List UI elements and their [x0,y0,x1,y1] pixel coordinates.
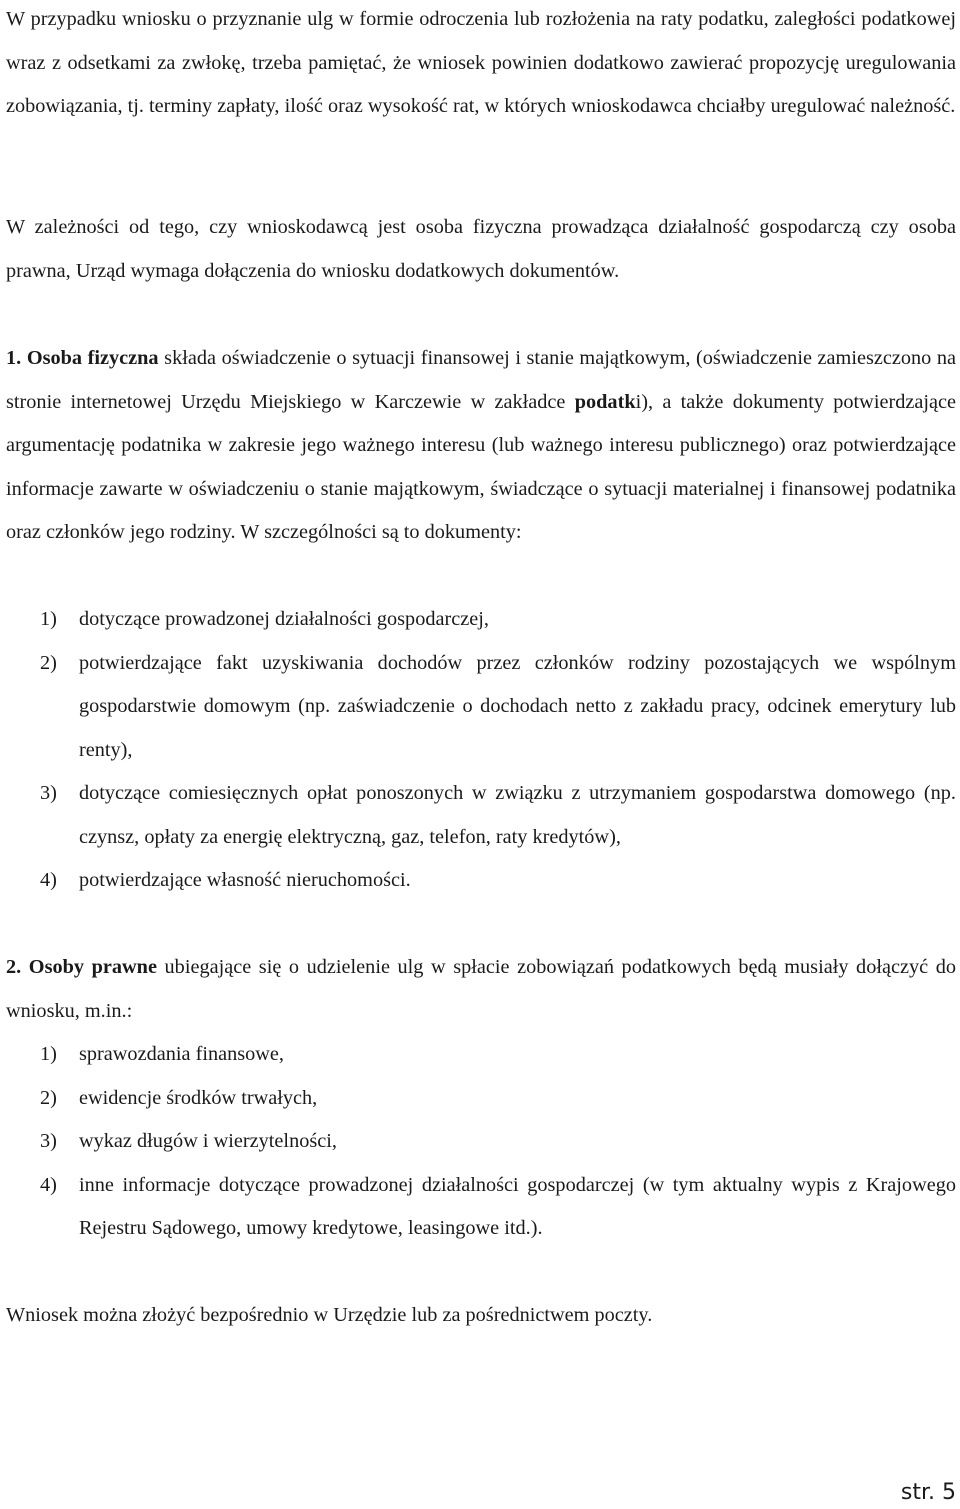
paragraph-applicant-type: W zależności od tego, czy wnioskodawcą jest osoba fizyczna prowadząca działalność gospodarczą czy osoba prawna, Urząd wymaga dołączenia do wniosku dodatkowych dokumentów. [6,216,956,282]
list-item: 1) sprawozdania finansowe, [40,1043,284,1065]
legal-persons-heading: Osoby prawne [28,956,157,978]
paragraph-natural-person [6,337,956,555]
list-item: 4) potwierdzające własność nieruchomości. [40,869,411,891]
tax-tab-name: podatk [574,390,636,413]
natural-person-text-2: i), a także dokumenty potwierdzające argumentację podatnika w zakresie jego ważnego interesu (lub ważnego interesu publicznego) oraz potwierdzające informacje zawarte w oświadczeniu o stanie majątkowym, świadczące o sytuacji materialnej i finansowej podatnika oraz członków jego rodziny. W szczególności są to dokumenty: [6,390,956,543]
paragraph-installments: W przypadku wniosku o przyznanie ulg w formie odroczenia lub rozłożenia na raty podatku, zaległości podatkowej wraz z odsetkami za zwłokę, trzeba pamiętać, że wniosek powinien dodatkowo zawierać propozycję uregulowania zobowiązania, tj. terminy zapłaty, ilość oraz wysokość rat, w których wnioskodawca chciałby uregulować należność. [6,8,956,117]
paragraph-legal-persons [6,946,956,1033]
legal-persons-text: ubiegające się o udzielenie ulg w spłacie zobowiązań podatkowych będą musiały dołączyć do wniosku, m.in.: [6,956,956,1022]
list-item: 2) ewidencje środków trwałych, [40,1086,318,1109]
list-item: 3) wykaz długów i wierzytelności, [40,1130,337,1152]
list-item: 4) inne informacje dotyczące prowadzonej działalności gospodarczej (w tym aktualny wypis z Krajowego Rejestru Sądowego, umowy kredytowe, leasingowe itd.). [40,1173,956,1239]
paragraph-submission: Wniosek można złożyć bezpośrednio w Urzędzie lub za pośrednictwem poczty. [6,1304,653,1326]
page-number: str. 5 [900,1480,956,1505]
list-item: 3) dotyczące comiesięcznych opłat ponoszonych w związku z utrzymaniem gospodarstwa domowego (np. czynsz, opłaty za energię elektryczną, gaz, telefon, raty kredytów), [40,782,956,848]
natural-person-documents-list [6,598,956,903]
list-item: 2) potwierdzające fakt uzyskiwania dochodów przez członków rodziny pozostających we wspólnym gospodarstwie domowym (np. zaświadczenie o dochodach netto z zakładu pracy, odcinek emerytury lub renty), [40,651,956,761]
section-number-2: 2. [6,956,22,978]
list-item: 1) dotyczące prowadzonej działalności gospodarczej, [40,608,489,630]
section-number-1: 1. [6,347,22,369]
natural-person-heading: Osoba fizyczna [26,347,159,369]
legal-persons-documents-list [6,1033,956,1251]
natural-person-text-1: składa oświadczenie o sytuacji finansowej i stanie majątkowym, (oświadczenie zamieszczono na stronie internetowej Urzędu Miejskiego w Karczewie w zakładce [6,347,956,413]
